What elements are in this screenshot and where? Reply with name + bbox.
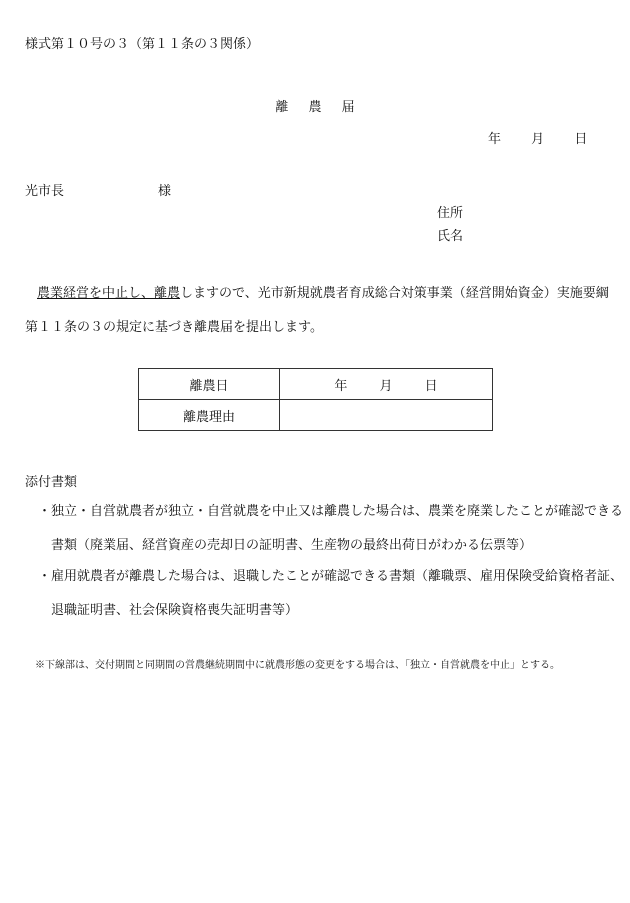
form-number: 様式第１０号の３（第１１条の３関係）: [25, 37, 260, 52]
submission-date: [488, 128, 587, 147]
underlined-phrase: 農業経営を中止し、離農: [37, 286, 181, 301]
attachments-heading: 添付書類: [25, 475, 78, 490]
exit-reason-label: 離農理由: [139, 400, 280, 431]
exit-date-field[interactable]: [280, 369, 493, 400]
exit-reason-field[interactable]: [280, 400, 493, 431]
exit-date-year: 年: [334, 378, 348, 394]
body-text: しますので、光市新規就農者育成総合対策事業（経営開始資金）実施要綱第１１条の３の規定に基づき離農届を提出します。: [25, 286, 609, 335]
footnote: ※下線部は、交付期間と同期間の営農継続期間中に就農形態の変更をする場合は、「独立・自営就農を中止」とする。: [35, 660, 560, 671]
addressee: [25, 180, 172, 199]
addressee-name: 光市長: [25, 184, 65, 199]
date-month-label: 月: [531, 132, 545, 147]
applicant-name-label: 氏名: [437, 229, 464, 244]
exit-date-day: 日: [424, 378, 438, 394]
title-char: 農: [308, 100, 322, 115]
body-paragraph: [25, 277, 610, 345]
date-day-label: 日: [574, 132, 588, 147]
document-title: [0, 96, 630, 115]
applicant-address-label: 住所: [437, 206, 464, 221]
attachment-item: ・独立・自営就農者が独立・自営就農を中止又は離農した場合は、農業を廃業したことが確認できる書類（廃業届、経営資産の売却日の証明書、生産物の最終出荷日がわかる伝票等）: [38, 504, 624, 553]
title-char: 離: [275, 100, 289, 115]
attachment-item: ・雇用就農者が離農した場合は、退職したことが確認できる書類（離職票、雇用保険受給資格者証、退職証明書、社会保険資格喪失証明書等）: [38, 569, 624, 618]
table-row: [139, 400, 493, 431]
table-row: [139, 369, 493, 400]
farm-exit-table: [138, 368, 493, 431]
date-year-label: 年: [488, 132, 502, 147]
addressee-honorific: 様: [158, 184, 172, 199]
title-char: 届: [341, 100, 355, 115]
exit-date-label: 離農日: [139, 369, 280, 400]
exit-date-month: 月: [379, 378, 393, 394]
